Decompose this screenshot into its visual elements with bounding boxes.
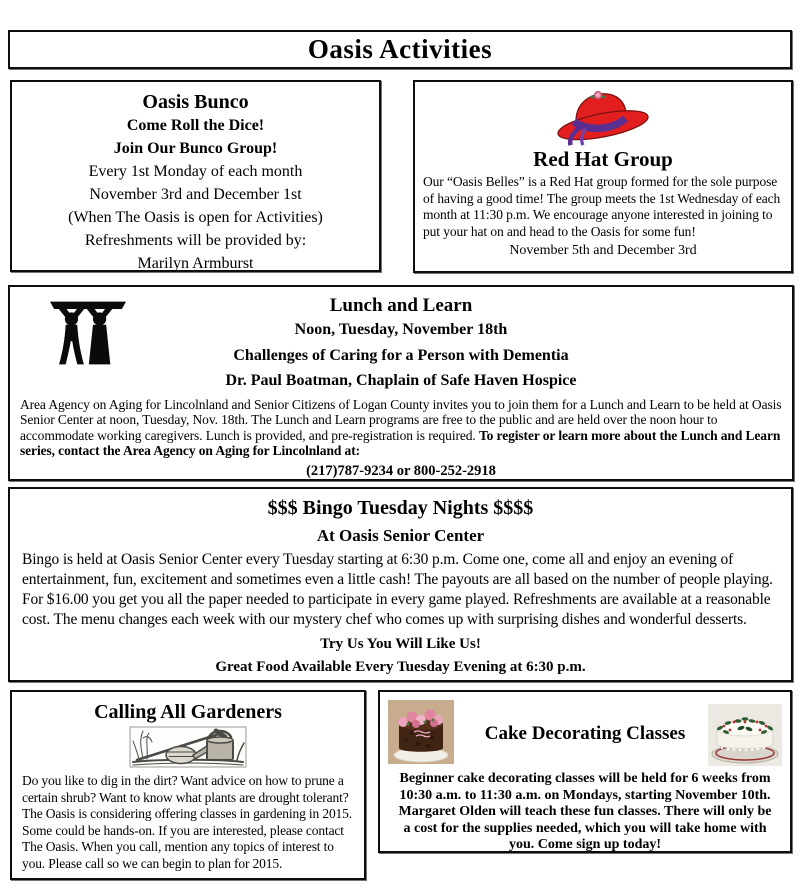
bingo-title: $$$ Bingo Tuesday Nights $$$$ [267,497,534,519]
bingo-description: Bingo is held at Oasis Senior Center every Tuesday starting at 6:30 p.m. Come one, come all and enjoy an evening of entertainment, fun, excitement and sometimes even a little cash! The payouts are all based on the number of people playing. For $16.00 you get you all the paper needed to participate in every game played. Refreshments are available at a reasonable cost. The menu changes each week with our mystery chef who comes up with surprising dishes and wonderful desserts. [22,551,773,628]
bunco-tagline: Come Roll the Dice! [126,117,265,134]
lunch-datetime: Noon, Tuesday, November 18th [294,321,508,338]
section-bingo [8,487,793,682]
bingo-slogan: Try Us You Will Like Us! [320,636,481,652]
lunch-register-instructions: To register or learn more about the Lunch and Learn series, contact the Area Agency on Aging for Lincolnland at: [20,427,781,458]
bunco-refreshments-line: Refreshments will be provided by: [84,232,307,249]
lunch-description [20,397,782,459]
bingo-food-note: Great Food Available Every Tuesday Evening at 6:30 p.m. [215,659,586,675]
lunch-description-text: Area Agency on Aging for Lincolnland and Senior Citizens of Logan County invites you to join them for a Lunch and Learn to be held at Oasis Senior Center at noon, Tuesday, Nov. 18th. The Lunch and Learn programs are free to the public and are held over the noon hour to accommodate working caregivers. Lunch is provided, and pre-registration is required. [20,396,782,443]
bunco-host-name: Marilyn Armburst [137,255,254,272]
bunco-tagline: Join Our Bunco Group! [113,140,278,157]
section-gardeners [10,690,366,880]
bunco-dates-line: November 3rd and December 1st [89,186,302,203]
red-hat-title: Red Hat Group [533,147,673,171]
bunco-note-line: (When The Oasis is open for Activities) [68,209,323,226]
gardeners-title: Calling All Gardeners [94,701,282,723]
chocolate-rose-cake-image [388,700,454,764]
section-lunch-and-learn [8,285,794,481]
people-holding-banner-icon [46,295,130,371]
gardeners-description: Do you like to dig in the dirt? Want advice on how to prune a certain shrub? Want to know what plants are drought tolerant? The Oasis is considering offering classes in gardening in 2015. Some could be hands-on. If you are interested, please contact The Oasis. When you call, mention any topics of interest to you. Please call so we can begin to plan for 2015. [22,773,352,871]
lunch-speaker: Dr. Paul Boatman, Chaplain of Safe Haven Hospice [225,372,577,389]
red-hat-meeting-dates: November 5th and December 3rd [509,243,697,258]
section-oasis-bunco [10,80,381,272]
section-cake-classes [378,690,792,853]
holly-cake-image [708,704,782,766]
bunco-title: Oasis Bunco [142,91,249,113]
section-red-hat-group [413,80,793,273]
red-hat-description: Our “Oasis Belles” is a Red Hat group formed for the sole purpose of having a good time! The group meets the 1st Wednesday of each month at 11:30 p.m. We encourage anyone interested in joining to put your hat on and head to the Oasis for some fun! [423,174,781,239]
garden-tools-image [129,726,247,768]
cake-title: Cake Decorating Classes [484,723,686,744]
lunch-title: Lunch and Learn [329,295,473,316]
cake-description: Beginner cake decorating classes will be held for 6 weeks from 10:30 a.m. to 11:30 a.m. on Mondays, starting November 10th. Margaret Olden will teach these fun classes. There will only be a cost for the supplies needed, which you will take home with you. Come sign up today! [398,771,772,852]
red-hat-icon [553,86,653,146]
lunch-phone-numbers: (217)787-9234 or 800-252-2918 [306,462,496,479]
bunco-schedule-line: Every 1st Monday of each month [88,163,303,180]
lunch-topic: Challenges of Caring for a Person with Dementia [233,346,569,364]
page-title: Oasis Activities [307,34,493,64]
page-title-box [8,30,792,69]
bingo-subtitle: At Oasis Senior Center [316,526,485,545]
